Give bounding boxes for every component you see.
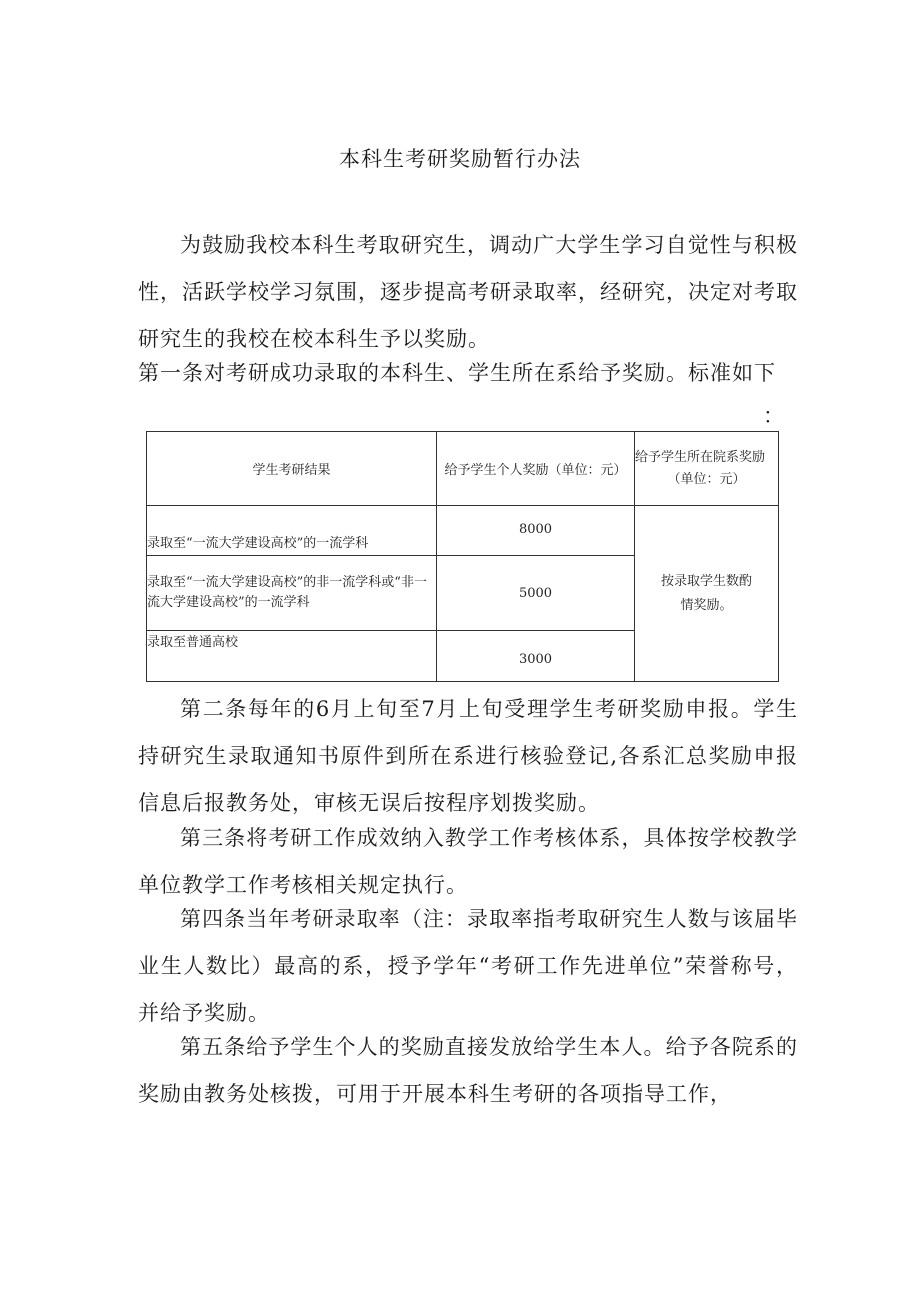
header-dept-award-label: 给予学生所在院系奖励 <box>635 449 766 465</box>
row-amount: 8000 <box>437 506 635 556</box>
row-amount: 3000 <box>437 631 635 682</box>
row-result: 录取至普通高校 <box>147 631 437 682</box>
header-dept-award <box>635 432 779 506</box>
document-title: 本科生考研奖励暂行办法 <box>339 147 581 171</box>
article-4: 第四条当年考研录取率（注：录取率指考取研究生人数与该届毕业生人数比）最高的系，授予学年“考研工作先进单位”荣誉称号，并给予奖励。 <box>138 907 798 1025</box>
award-table <box>146 431 779 682</box>
dept-award-cell: 按录取学生数酌情奖励。 <box>635 506 779 682</box>
table-header-row <box>147 432 779 506</box>
header-result: 学生考研结果 <box>147 432 437 506</box>
row-result: 录取至“一流大学建设高校”的非一流学科或“非一流大学建设高校”的一流学科 <box>147 556 437 631</box>
article-1: 第一条对考研成功录取的本科生、学生所在系给予奖励。标准如下 <box>138 361 776 385</box>
row-result: 录取至“一流大学建设高校”的一流学科 <box>147 506 437 556</box>
row-amount: 5000 <box>437 556 635 631</box>
article-3: 第三条将考研工作成效纳入教学工作考核体系，具体按学校教学单位教学工作考核相关规定执行。 <box>138 826 798 897</box>
article-1-colon: ： <box>763 404 784 428</box>
article-5: 第五条给予学生个人的奖励直接发放给学生本人。给予各院系的奖励由教务处核拨，可用于开展本科生考研的各项指导工作， <box>138 1035 798 1106</box>
header-dept-award-unit: （单位：元） <box>667 471 746 487</box>
header-student-award: 给予学生个人奖励（单位：元） <box>437 432 635 506</box>
article-2: 第二条每年的6月上旬至7月上旬受理学生考研奖励申报。学生持研究生录取通知书原件到所在系进行核验登记,各系汇总奖励申报信息后报教务处，审核无误后按程序划拨奖励。 <box>138 697 798 815</box>
table-row <box>147 506 779 556</box>
intro-paragraph: 为鼓励我校本科生考取研究生，调动广大学生学习自觉性与积极性，活跃学校学习氛围，逐步提高考研录取率，经研究，决定对考取研究生的我校在校本科生予以奖励。 <box>138 233 798 351</box>
